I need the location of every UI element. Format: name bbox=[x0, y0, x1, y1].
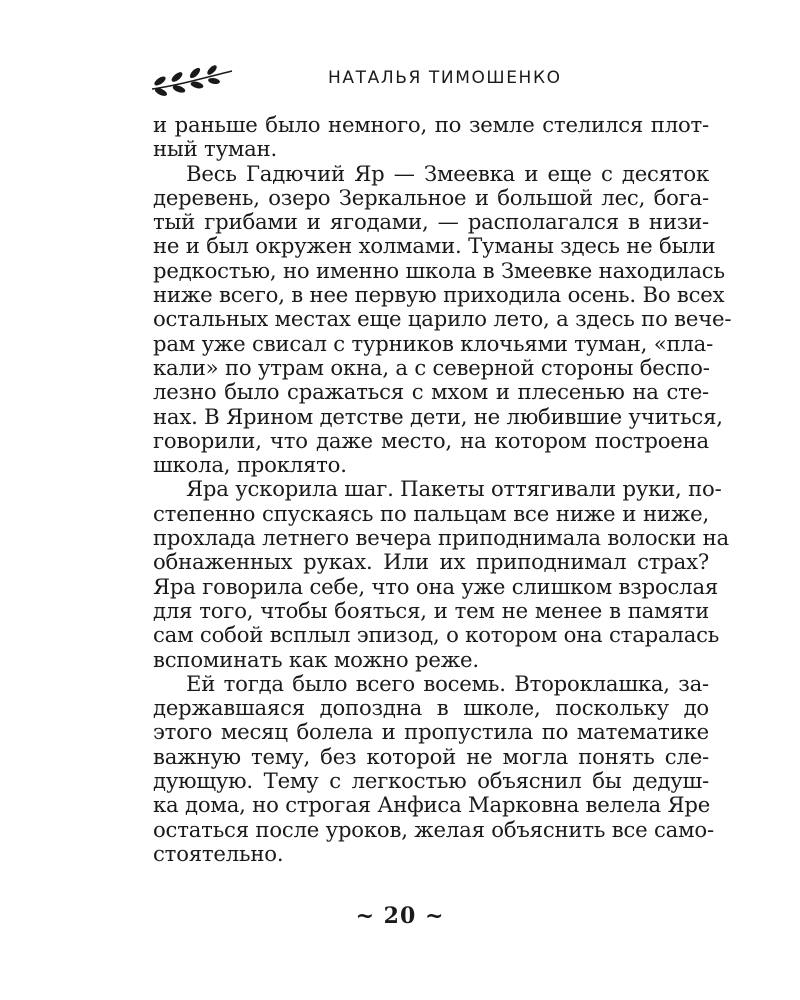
running-head: НАТАЛЬЯ ТИМОШЕНКО bbox=[328, 68, 562, 88]
page-header bbox=[150, 62, 710, 102]
text-line: вспоминать как можно реже. bbox=[153, 646, 479, 672]
text-line: этого месяц болела и пропустила по математике bbox=[153, 719, 709, 745]
text-line: нах. В Ярином детстве дети, не любившие учиться, bbox=[153, 403, 723, 429]
text-line: для того, чтобы бояться, и тем не менее в памяти bbox=[153, 597, 709, 623]
text-line: редкостью, но именно школа в Змеевке находилась bbox=[153, 257, 725, 283]
text-line: остаться после уроков, желая объяснить все само- bbox=[153, 816, 714, 842]
text-line: остальных местах еще царило лето, а здесь по вече- bbox=[153, 306, 732, 332]
text-line: тый грибами и ягодами, — располагался в низи- bbox=[153, 209, 709, 235]
text-line: дующую. Тему с легкостью объяснил бы дедуш- bbox=[153, 768, 709, 794]
text-line: деревень, озеро Зеркальное и большой лес, бога- bbox=[153, 184, 709, 210]
text-line: школа, проклято. bbox=[153, 452, 347, 478]
text-line: говорили, что даже место, на котором построена bbox=[153, 427, 709, 453]
text-line: и раньше было немного, по земле стелился плот- bbox=[153, 112, 709, 137]
text-line: ка дома, но строгая Анфиса Марковна велела Яре bbox=[153, 792, 711, 818]
text-line: ный туман. bbox=[153, 136, 277, 162]
text-line: прохлада летнего вечера приподнимала волоски на bbox=[153, 525, 729, 551]
text-line: ниже всего, в нее первую приходила осень. Во всех bbox=[153, 282, 725, 308]
text-line: Яра ускорила шаг. Пакеты оттягивали руки, по- bbox=[186, 476, 722, 502]
text-line: степенно спускаясь по пальцам все ниже и ниже, bbox=[153, 500, 709, 526]
text-line: державшаяся допоздна в школе, поскольку до bbox=[153, 695, 709, 721]
text-line: Яра говорила себе, что она уже слишком взрослая bbox=[153, 573, 719, 599]
text-line: важную тему, без которой не могла понять сле- bbox=[153, 743, 709, 769]
text-line: Ей тогда было всего восемь. Второклашка, за- bbox=[186, 670, 709, 696]
text-line: лезно было сражаться с мхом и плесенью на сте- bbox=[153, 379, 709, 405]
text-line: кали» по утрам окна, а с северной стороны беспо- bbox=[153, 354, 710, 380]
text-line: стоятельно. bbox=[153, 840, 284, 866]
text-line: сам собой всплыл эпизод, о котором она старалась bbox=[153, 622, 720, 648]
body-text bbox=[153, 112, 732, 866]
text-line: не и был окружен холмами. Туманы здесь не были bbox=[153, 233, 716, 259]
text-line: Весь Гадючий Яр — Змеевка и еще с десяток bbox=[186, 160, 709, 186]
text-line: рам уже свисал с турников клочьями туман, «пла- bbox=[153, 330, 714, 356]
leaf-branch-icon bbox=[150, 62, 234, 96]
text-line: обнаженных руках. Или их приподнимал страх? bbox=[153, 549, 709, 575]
page-number: ~ 20 ~ bbox=[355, 903, 445, 929]
